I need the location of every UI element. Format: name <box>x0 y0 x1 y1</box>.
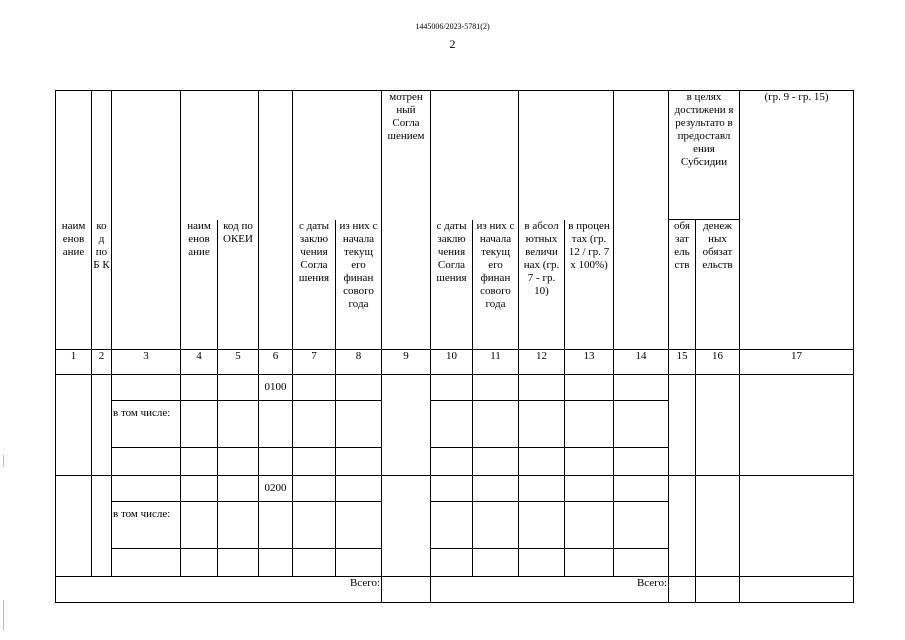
table-cell <box>473 401 519 448</box>
table-cell <box>519 401 565 448</box>
table-cell <box>218 476 259 502</box>
table-cell <box>218 401 259 448</box>
table-cell <box>181 476 218 502</box>
table-cell <box>696 375 740 476</box>
header-c13: в процен тах (гр. 12 / гр. 7 х 100%) <box>565 220 614 350</box>
scan-mark <box>3 455 4 467</box>
column-number: 4 <box>181 350 218 375</box>
table-cell <box>382 375 431 476</box>
table-cell <box>614 401 669 448</box>
table-cell <box>431 549 473 577</box>
including-label: в том числе: <box>112 502 181 549</box>
table-cell <box>740 375 854 476</box>
table-cell <box>740 476 854 577</box>
table-cell <box>293 476 336 502</box>
total-cell-col15 <box>669 577 696 603</box>
header-c11: из них с начала текущ его финан сового года <box>473 220 519 350</box>
table-cell <box>431 448 473 476</box>
table-cell <box>519 476 565 502</box>
header-col17: (гр. 9 - гр. 15) <box>740 91 854 350</box>
table-cell <box>336 375 382 401</box>
header-cell-col3 <box>112 91 181 350</box>
table-cell <box>565 375 614 401</box>
table-cell <box>696 476 740 577</box>
report-table <box>55 90 854 603</box>
table-cell <box>473 549 519 577</box>
column-number: 13 <box>565 350 614 375</box>
header-cell <box>181 91 259 220</box>
header-c8: из них с начала текущ его финан сового года <box>336 220 382 350</box>
table-cell <box>565 401 614 448</box>
total-cell-col16 <box>696 577 740 603</box>
column-number: 7 <box>293 350 336 375</box>
table-cell <box>473 476 519 502</box>
table-cell <box>92 476 112 577</box>
header-c5: код по ОКЕИ <box>218 220 259 350</box>
page-number: 2 <box>449 37 456 51</box>
table-cell <box>614 549 669 577</box>
table-cell <box>181 375 218 401</box>
table-cell <box>519 375 565 401</box>
table-cell <box>614 448 669 476</box>
column-number: 8 <box>336 350 382 375</box>
header-cell-col14 <box>614 91 669 350</box>
table-cell <box>259 401 293 448</box>
column-number: 2 <box>92 350 112 375</box>
table-cell <box>112 375 181 401</box>
column-number: 12 <box>519 350 565 375</box>
document-number: 1445006/2023-5781(2) <box>415 22 490 31</box>
column-number: 9 <box>382 350 431 375</box>
table-cell <box>382 476 431 577</box>
table-cell <box>181 448 218 476</box>
column-number: 16 <box>696 350 740 375</box>
table-cell <box>181 502 218 549</box>
header-c2: ко д по Б К <box>92 220 112 350</box>
table-cell <box>56 476 92 577</box>
table-cell <box>218 502 259 549</box>
table-cell <box>431 476 473 502</box>
table-cell <box>519 448 565 476</box>
column-number: 11 <box>473 350 519 375</box>
header-row-top <box>56 91 854 220</box>
table-cell <box>565 502 614 549</box>
table-cell <box>293 502 336 549</box>
table-cell <box>614 502 669 549</box>
table-cell <box>259 448 293 476</box>
total-cell-col9 <box>382 577 431 603</box>
header-cell <box>92 91 112 220</box>
table-cell <box>181 549 218 577</box>
header-c4: наим енов ание <box>181 220 218 350</box>
table-cell <box>181 401 218 448</box>
table-row <box>56 375 854 401</box>
header-cell <box>293 91 382 220</box>
table-cell <box>336 502 382 549</box>
table-cell <box>473 448 519 476</box>
table-cell <box>336 476 382 502</box>
column-number: 14 <box>614 350 669 375</box>
column-number: 5 <box>218 350 259 375</box>
table-cell <box>669 375 696 476</box>
table-cell <box>112 476 181 502</box>
table-cell <box>473 502 519 549</box>
table-cell <box>473 375 519 401</box>
table-cell <box>614 375 669 401</box>
table-cell <box>293 549 336 577</box>
header-c16: денеж ных обязат ельств <box>696 220 740 350</box>
table-cell <box>293 375 336 401</box>
table-cell <box>336 401 382 448</box>
table-cell <box>336 549 382 577</box>
table-cell <box>519 502 565 549</box>
column-number: 6 <box>259 350 293 375</box>
total-cell-col17 <box>740 577 854 603</box>
including-label: в том числе: <box>112 401 181 448</box>
header-cell-col6 <box>259 91 293 350</box>
table-cell <box>218 448 259 476</box>
header-cell <box>56 91 92 220</box>
total-row <box>56 577 854 603</box>
table-cell <box>218 375 259 401</box>
table-cell <box>431 401 473 448</box>
table-cell <box>431 375 473 401</box>
header-c12: в абсол ютных величи нах (гр. 7 - гр. 10) <box>519 220 565 350</box>
column-number: 15 <box>669 350 696 375</box>
total-label-2: Всего: <box>431 577 669 603</box>
table-cell <box>293 448 336 476</box>
total-label-1: Всего: <box>56 577 382 603</box>
header-c7: с даты заклю чения Согла шения <box>293 220 336 350</box>
table-cell <box>431 502 473 549</box>
table-cell <box>259 502 293 549</box>
column-number: 3 <box>112 350 181 375</box>
column-number: 1 <box>56 350 92 375</box>
header-col15-16: в целях достижени я результато в предоставл ения Субсидии <box>669 91 740 220</box>
column-number-row <box>56 350 854 375</box>
table-row <box>56 476 854 502</box>
row-code: 0200 <box>259 476 293 502</box>
scan-mark <box>3 600 4 630</box>
header-col9: мотрен ный Согла шением <box>382 91 431 350</box>
table-cell <box>336 448 382 476</box>
header-c15: обя зат ель ств <box>669 220 696 350</box>
column-number: 17 <box>740 350 854 375</box>
table-cell <box>669 476 696 577</box>
table-cell <box>92 375 112 476</box>
table-cell <box>112 448 181 476</box>
header-c10: с даты заклю чения Согла шения <box>431 220 473 350</box>
column-number: 10 <box>431 350 473 375</box>
table-cell <box>218 549 259 577</box>
table-cell <box>112 549 181 577</box>
table-cell <box>565 476 614 502</box>
header-cell <box>431 91 519 220</box>
table-cell <box>614 476 669 502</box>
table-cell <box>565 448 614 476</box>
table-cell <box>519 549 565 577</box>
table-cell <box>259 549 293 577</box>
header-c1: наим енов ание <box>56 220 92 350</box>
header-cell <box>519 91 614 220</box>
table-cell <box>565 549 614 577</box>
row-code: 0100 <box>259 375 293 401</box>
table-cell <box>56 375 92 476</box>
table-cell <box>293 401 336 448</box>
